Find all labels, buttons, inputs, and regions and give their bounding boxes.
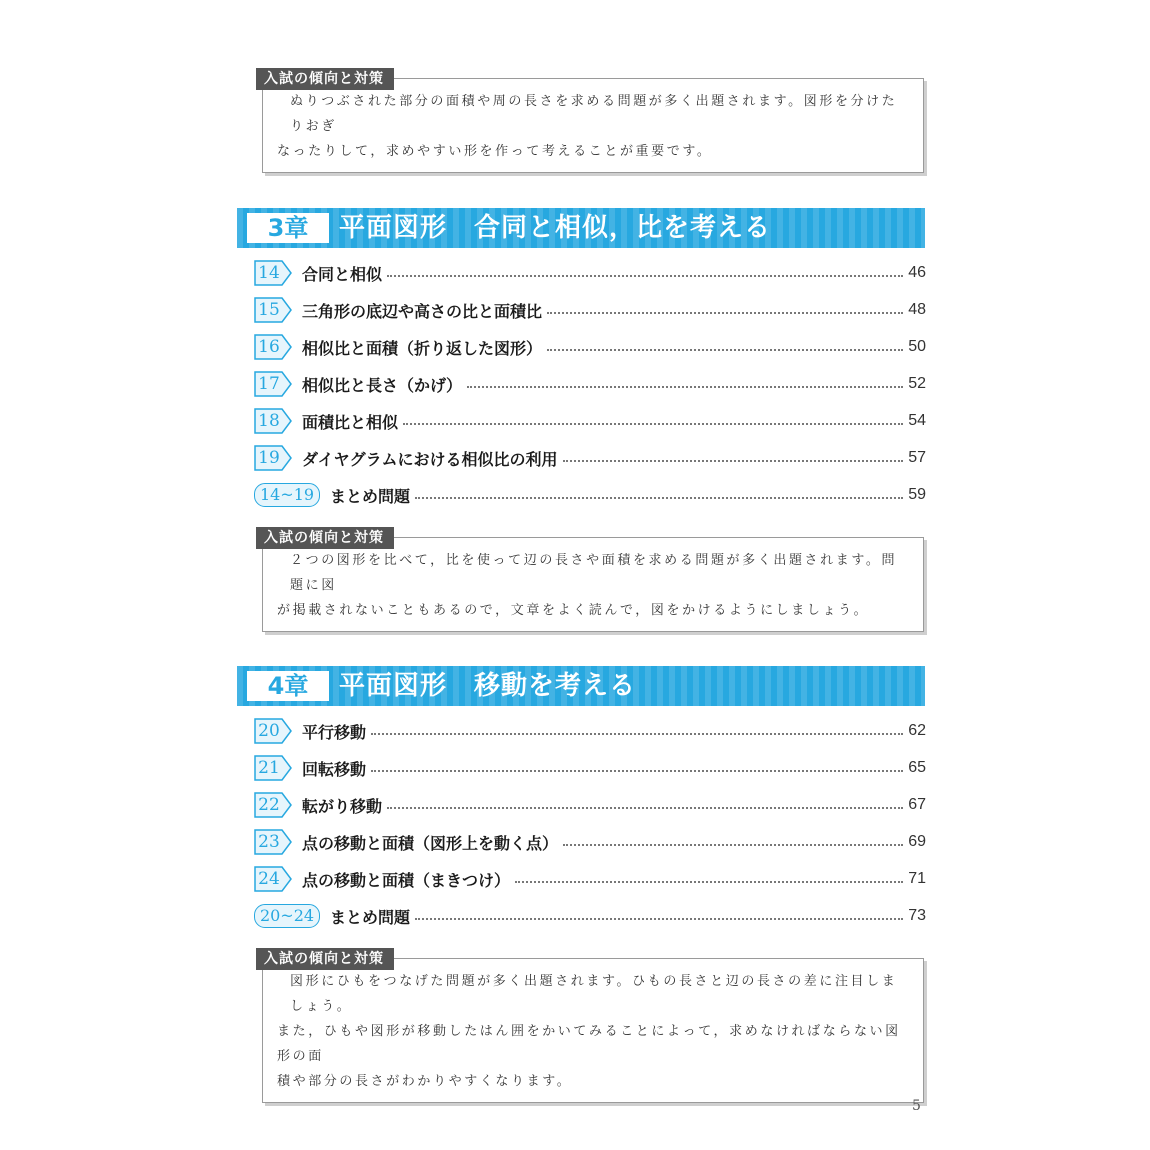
- section-number: 22: [258, 795, 280, 815]
- trend-text: [262, 537, 924, 632]
- range-badge: 14~19: [254, 483, 320, 507]
- section-number-badge: [254, 260, 292, 286]
- trend-text: [262, 958, 924, 1103]
- section-number-badge: [254, 297, 292, 323]
- dot-leader: [515, 881, 903, 883]
- dot-leader: [547, 349, 903, 351]
- dot-leader: [415, 918, 903, 920]
- section-number-badge: [254, 829, 292, 855]
- page-number: 57: [908, 449, 926, 466]
- page-number: 67: [908, 796, 926, 813]
- section-number-badge: [254, 718, 292, 744]
- trend-line: ２つの図形を比べて，比を使って辺の長さや面積を求める問題が多く出題されます。問題に図: [290, 553, 898, 593]
- toc-row[interactable]: [254, 790, 926, 820]
- section-number-badge: [254, 792, 292, 818]
- dot-leader: [387, 275, 903, 277]
- trend-line: なったりして，求めやすい形を作って考えることが重要です。: [277, 144, 713, 159]
- section-number-badge: [254, 445, 292, 471]
- dot-leader: [563, 460, 904, 462]
- trend-label: 入試の傾向と対策: [256, 68, 394, 90]
- toc-row[interactable]: [254, 443, 926, 473]
- toc-row-summary[interactable]: [254, 901, 926, 931]
- chapter-3-banner: [237, 208, 925, 248]
- section-number-badge: [254, 866, 292, 892]
- section-title: まとめ問題: [330, 907, 411, 927]
- trend-text: [262, 78, 924, 173]
- toc-row[interactable]: [254, 753, 926, 783]
- trend-line: が掲載されないこともあるので，文章をよく読んで，図をかけるようにしましょう。: [277, 603, 870, 618]
- page-number: 48: [908, 301, 926, 318]
- trend-line: 積や部分の長さがわかりやすくなります。: [277, 1074, 573, 1089]
- page-number: 54: [908, 412, 926, 429]
- page-number: 62: [908, 722, 926, 739]
- dot-leader: [403, 423, 903, 425]
- trend-line: ぬりつぶされた部分の面積や周の長さを求める問題が多く出題されます。図形を分けたりおぎ: [290, 94, 898, 134]
- chapter-title: 平面図形 移動を考える: [339, 671, 637, 701]
- toc-row[interactable]: [254, 369, 926, 399]
- section-number: 23: [258, 832, 280, 852]
- page-number: 59: [908, 486, 926, 503]
- toc-row[interactable]: [254, 827, 926, 857]
- section-title: まとめ問題: [330, 486, 411, 506]
- section-title: 回転移動: [302, 759, 367, 779]
- trend-line: 図形にひもをつなげた問題が多く出題されます。ひもの長さと辺の長さの差に注目しましょう。: [290, 974, 898, 1014]
- toc-row[interactable]: [254, 406, 926, 436]
- section-number: 14: [258, 263, 280, 283]
- section-title: 三角形の底辺や高さの比と面積比: [302, 301, 543, 321]
- section-title: 面積比と相似: [302, 412, 399, 432]
- section-title: 合同と相似: [302, 264, 383, 284]
- dot-leader: [371, 733, 903, 735]
- section-number: 15: [258, 300, 280, 320]
- trend-label: 入試の傾向と対策: [256, 527, 394, 549]
- section-title: 点の移動と面積（図形上を動く点）: [302, 833, 559, 853]
- page-number: 65: [908, 759, 926, 776]
- section-number: 18: [258, 411, 280, 431]
- toc-row-summary[interactable]: [254, 480, 926, 510]
- dot-leader: [415, 497, 903, 499]
- section-title: 相似比と面積（折り返した図形）: [302, 338, 543, 358]
- section-number: 16: [258, 337, 280, 357]
- trend-line: また，ひもや図形が移動したはん囲をかいてみることによって，求めなければならない図形の面: [277, 1024, 901, 1064]
- section-title: ダイヤグラムにおける相似比の利用: [302, 449, 558, 469]
- range-badge: 20~24: [254, 904, 320, 928]
- toc-row[interactable]: [254, 864, 926, 894]
- page-number: 46: [908, 264, 926, 281]
- toc-row[interactable]: [254, 332, 926, 362]
- toc-row[interactable]: [254, 716, 926, 746]
- chapter-4-banner: [237, 666, 925, 706]
- section-number-badge: [254, 408, 292, 434]
- chapter-number: 4章: [247, 671, 329, 701]
- section-title: 点の移動と面積（まきつけ）: [302, 870, 511, 890]
- section-number-badge: [254, 334, 292, 360]
- section-number: 21: [258, 758, 280, 778]
- dot-leader: [387, 807, 903, 809]
- section-number-badge: [254, 755, 292, 781]
- section-number: 20: [258, 721, 280, 741]
- section-number: 19: [258, 448, 280, 468]
- page-number-footer: 5: [912, 1098, 921, 1114]
- dot-leader: [547, 312, 903, 314]
- section-number: 24: [258, 869, 280, 889]
- section-number: 17: [258, 374, 280, 394]
- page-number: 73: [908, 907, 926, 924]
- trend-label: 入試の傾向と対策: [256, 948, 394, 970]
- toc-row[interactable]: [254, 295, 926, 325]
- dot-leader: [467, 386, 903, 388]
- dot-leader: [371, 770, 903, 772]
- chapter-number: 3章: [247, 213, 329, 243]
- dot-leader: [563, 844, 903, 846]
- section-number-badge: [254, 371, 292, 397]
- page-number: 50: [908, 338, 926, 355]
- section-title: 転がり移動: [302, 796, 383, 816]
- toc-row[interactable]: [254, 258, 926, 288]
- page-number: 52: [908, 375, 926, 392]
- chapter-title: 平面図形 合同と相似，比を考える: [339, 213, 772, 243]
- page-number: 71: [908, 870, 926, 887]
- page-number: 69: [908, 833, 926, 850]
- section-title: 相似比と長さ（かげ）: [302, 375, 463, 395]
- section-title: 平行移動: [302, 722, 367, 742]
